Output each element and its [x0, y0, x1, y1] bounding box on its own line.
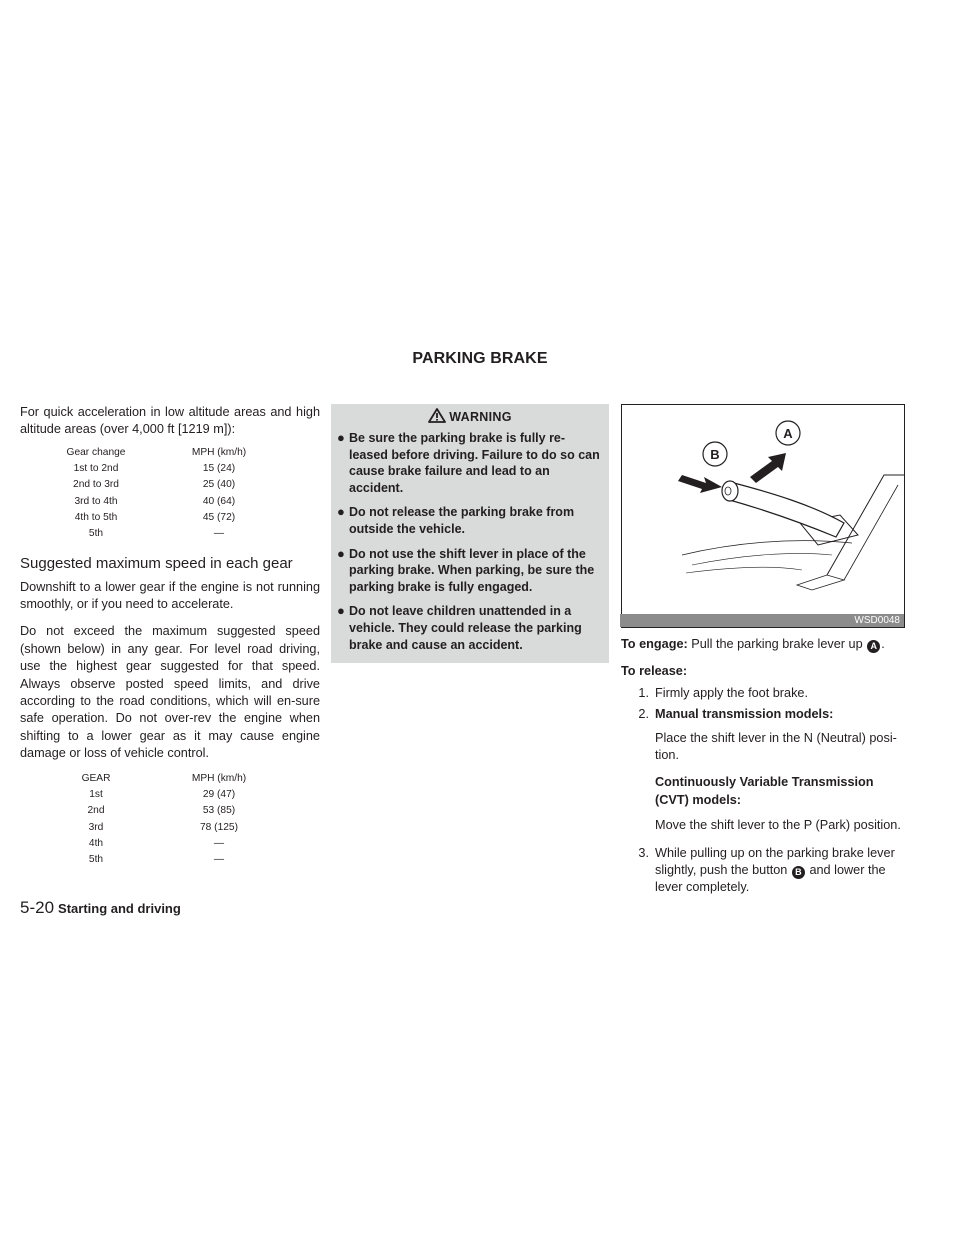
table-row — [36, 477, 282, 493]
table-header: Gear change — [66, 446, 126, 458]
table-cell: 4th — [88, 837, 104, 849]
table-cell: 15 (24) — [202, 463, 236, 475]
table-cell: — — [213, 528, 225, 540]
list-item — [337, 430, 603, 496]
bullet-icon: ● — [337, 603, 345, 619]
table-cell: 40 (64) — [202, 495, 236, 507]
engage-end: . — [881, 637, 885, 651]
list-item — [337, 603, 603, 653]
table-cell: 5th — [88, 854, 104, 866]
warning-item-text: Do not leave children unattended in a vehicle. They could release the parking brake and cause an accident. — [349, 604, 582, 652]
table-row — [36, 836, 282, 852]
figure-label-b: B — [710, 447, 720, 462]
table-row — [36, 787, 282, 803]
table-cell: 2nd to 3rd — [73, 479, 119, 491]
table-cell: 45 (72) — [202, 512, 236, 523]
warning-item-text: Be sure the parking brake is fully re-leased before driving. Failure to do so can cause brake failure and lead to an accident. — [349, 431, 600, 495]
gear-change-table — [36, 445, 282, 543]
table-header: GEAR — [81, 772, 111, 784]
bullet-icon: ● — [337, 545, 345, 561]
intro-paragraph: For quick acceleration in low altitude areas and high altitude areas (over 4,000 ft [1219 m]): — [20, 405, 320, 437]
step-text — [655, 845, 905, 897]
table-cell: 25 (40) — [202, 479, 236, 491]
release-label: To release: — [621, 664, 688, 679]
table-row — [36, 526, 282, 542]
downshift-paragraph: Downshift to a lower gear if the engine is not running smoothly, or if you need to accelerate. — [20, 579, 320, 611]
table-row — [36, 852, 282, 868]
table-row — [36, 461, 282, 477]
table-header-row — [36, 445, 282, 461]
table-cell: 1st to 2nd — [73, 463, 119, 475]
table-cell: 5th — [88, 528, 104, 540]
callout-a-icon: A — [867, 640, 880, 653]
subheading-max-speed: Suggested maximum speed in each gear — [20, 554, 293, 572]
step-number: 3. — [638, 845, 649, 860]
max-speed-table — [36, 771, 282, 869]
table-cell: 4th to 5th — [74, 512, 118, 523]
step-text: Move the shift lever to the P (Park) position. — [655, 818, 901, 833]
chapter-title: Starting and driving — [58, 901, 181, 916]
step-text-part: and lower the lever completely. — [655, 863, 886, 895]
warning-item-text: Do not use the shift lever in place of the parking brake. When parking, be sure the parking brake is fully engaged. — [349, 546, 595, 594]
warning-box — [331, 404, 609, 663]
engage-text: Pull the parking brake lever up — [691, 637, 863, 651]
list-item — [337, 504, 603, 537]
table-row — [36, 820, 282, 836]
table-header-row — [36, 771, 282, 787]
bullet-icon: ● — [337, 504, 345, 520]
column-middle — [331, 404, 609, 663]
list-item — [621, 706, 905, 723]
page-footer — [20, 898, 181, 918]
column-left — [20, 404, 320, 868]
figure-label-a: A — [783, 426, 793, 441]
list-item — [621, 845, 905, 897]
column-right — [621, 404, 905, 897]
list-item — [621, 685, 905, 702]
table-cell: — — [213, 854, 225, 866]
warning-title: WARNING — [449, 410, 512, 424]
list-item — [337, 546, 603, 596]
table-cell: 29 (47) — [202, 788, 236, 800]
table-header: MPH (km/h) — [191, 446, 247, 458]
section-title: PARKING BRAKE — [412, 350, 548, 367]
step-number: 2. — [638, 707, 649, 722]
table-cell: 53 (85) — [202, 805, 236, 817]
step-text: Firmly apply the foot brake. — [655, 685, 809, 700]
warning-item-text: Do not release the parking brake from outside the vehicle. — [349, 505, 575, 536]
table-row — [36, 803, 282, 819]
table-header: MPH (km/h) — [191, 772, 247, 784]
table-cell: 1st — [89, 788, 103, 800]
page-number: 5-20 — [20, 898, 55, 917]
parking-brake-figure — [621, 404, 905, 628]
step-label: Continuously Variable Transmission (CVT) models: — [655, 775, 874, 807]
callout-b-icon: B — [792, 866, 805, 879]
step-text: Place the shift lever in the N (Neutral) posi-tion. — [655, 730, 897, 763]
engage-label: To engage: — [621, 637, 688, 651]
table-cell: — — [213, 837, 225, 849]
warning-triangle-icon — [428, 408, 446, 423]
step-text-part: While pulling up on the parking brake lever slightly, push the button — [655, 845, 895, 878]
parking-brake-illustration — [622, 405, 904, 627]
table-cell: 78 (125) — [200, 821, 238, 833]
table-row — [36, 510, 282, 526]
table-cell: 3rd — [88, 821, 104, 833]
engage-paragraph — [621, 636, 905, 653]
max-speed-paragraph: Do not exceed the maximum suggested speed (shown below) in any gear. For level road driving, use the highest gear suggested for that speed. Always observe posted speed limits, and drive according to the road conditions, which will en-sure safe operation. Do not over-rev the engine when shifting to a lower gear as it may cause engine damage or loss of vehicle control. — [20, 624, 320, 761]
table-row — [36, 494, 282, 510]
table-cell: 3rd to 4th — [74, 495, 118, 507]
warning-header — [337, 407, 603, 427]
step-label: Manual transmission models: — [655, 707, 834, 722]
step-number: 1. — [638, 685, 649, 700]
table-cell: 2nd — [87, 805, 105, 817]
bullet-icon: ● — [337, 430, 345, 445]
figure-code: WSD0048 — [620, 614, 904, 627]
